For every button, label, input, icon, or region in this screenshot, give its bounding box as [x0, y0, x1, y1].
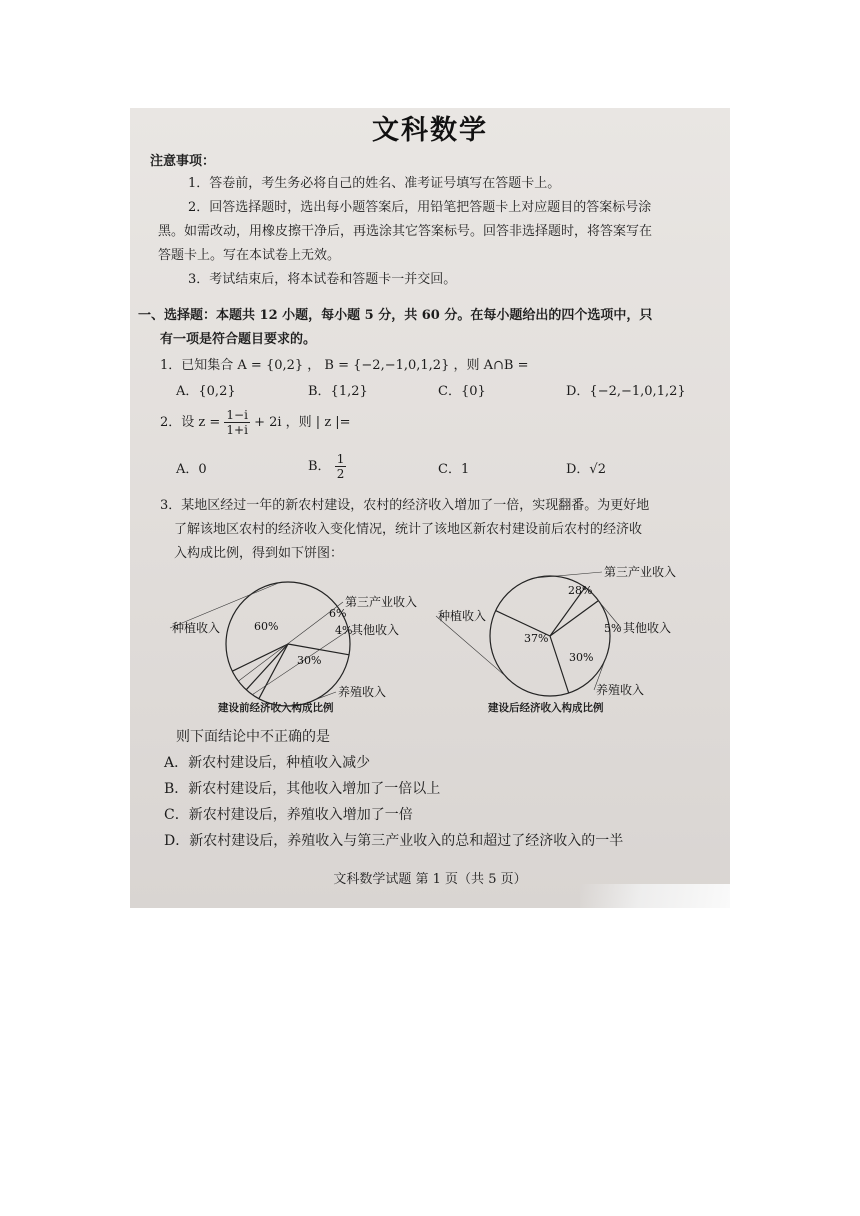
pie-value-label: 60% [254, 620, 279, 633]
q2-option-c: C．1 [438, 462, 470, 477]
q2-fraction [224, 408, 250, 437]
chart-before-caption: 建设前经济收入构成比例 [218, 702, 334, 714]
section-heading-line-1: 一、选择题：本题共 12 小题，每小题 5 分，共 60 分。在每小题给出的四个选项中，只 [138, 308, 653, 323]
q2-option-b-label: B． [308, 459, 331, 474]
pie-category-label: 种植收入 [172, 621, 221, 635]
q2-option-b-denominator: 2 [336, 467, 345, 481]
q2-option-b-numerator: 1 [336, 452, 345, 466]
pie-slice-edge [550, 601, 598, 636]
q2-option-b [308, 452, 346, 481]
notice-item-2-line-3: 答题卡上。写在本试卷上无效。 [158, 248, 341, 263]
q2-stem-prefix: 2．设 z = [160, 415, 221, 430]
pie-value-label: 30% [569, 651, 594, 664]
q1-stem: 1．已知集合 A = {0,2} ， B = {−2,−1,0,1,2} ，则 A∩B = [160, 358, 529, 373]
pie-category-label: 第三产业收入 [345, 595, 418, 609]
pie-value-label: 6% [329, 607, 347, 620]
pie-category-label: 种植收入 [438, 609, 487, 623]
q1-option-b: B．{1,2} [308, 384, 368, 399]
page-footer: 文科数学试题 第 1 页（共 5 页） [333, 872, 527, 887]
pie-category-label: 其他收入 [351, 623, 400, 637]
pie-slice-edge [550, 636, 569, 693]
q3-option-c: C．新农村建设后，养殖收入增加了一倍 [164, 807, 413, 823]
q1-option-a: A．{0,2} [176, 384, 236, 399]
section-heading-line-2: 有一项是符合题目要求的。 [160, 332, 317, 347]
pie-category-label: 其他收入 [623, 621, 672, 635]
pie-category-label: 养殖收入 [596, 683, 645, 697]
notice-item-1: 1．答卷前，考生务必将自己的姓名、准考证号填写在答题卡上。 [188, 176, 561, 191]
notice-item-2-line-2: 黑。如需改动，用橡皮擦干净后，再选涂其它答案标号。回答非选择题时，将答案写在 [158, 224, 653, 239]
q2-stem-suffix: + 2i ，则 | z |= [254, 415, 351, 430]
notice-item-2-line-1: 2．回答选择题时，选出每小题答案后，用铅笔把答题卡上对应题目的答案标号涂 [188, 200, 652, 215]
q1-option-d: D．{−2,−1,0,1,2} [566, 384, 686, 399]
q3-stem-line-3: 入构成比例，得到如下饼图： [174, 546, 344, 561]
q3-option-b: B．新农村建设后，其他收入增加了一倍以上 [164, 781, 441, 797]
page-title: 文科数学 [372, 115, 488, 146]
q2-option-d: D．√2 [566, 462, 606, 477]
q3-stem-line-2: 了解该地区农村的经济收入变化情况，统计了该地区新农村建设前后农村的经济收 [174, 522, 643, 537]
pie-value-label: 28% [568, 584, 593, 597]
exam-page [130, 108, 730, 908]
notice-item-3: 3．考试结束后，将本试卷和答题卡一并交回。 [188, 272, 457, 287]
photo-smudge [580, 884, 730, 908]
q2-stem [160, 408, 351, 437]
q3-stem-line-1: 3．某地区经过一年的新农村建设，农村的经济收入增加了一倍，实现翻番。为更好地 [160, 498, 650, 513]
pie-category-label: 第三产业收入 [604, 565, 677, 579]
q2-option-a: A．0 [176, 462, 207, 477]
notice-heading: 注意事项： [150, 154, 216, 169]
pie-leader-line [535, 572, 602, 578]
q3-option-a: A．新农村建设后，种植收入减少 [164, 755, 371, 771]
pie-value-label: 4% [335, 624, 353, 637]
q2-option-b-fraction [335, 452, 347, 481]
q3-lead: 则下面结论中不正确的是 [176, 729, 330, 745]
pie-leader-line [436, 616, 505, 676]
pie-value-label: 30% [297, 654, 322, 667]
pie-value-label: 5% [604, 622, 622, 635]
pie-value-label: 37% [524, 632, 549, 645]
chart-after-caption: 建设后经济收入构成比例 [488, 702, 604, 714]
pie-charts [130, 548, 730, 718]
pie-category-label: 养殖收入 [338, 685, 387, 699]
q2-fraction-denominator: 1+i [226, 423, 248, 437]
q3-option-d: D．新农村建设后，养殖收入与第三产业收入的总和超过了经济收入的一半 [164, 833, 624, 849]
q2-fraction-numerator: 1−i [226, 408, 248, 422]
q1-option-c: C．{0} [438, 384, 486, 399]
pie-slice-edge [232, 644, 288, 671]
